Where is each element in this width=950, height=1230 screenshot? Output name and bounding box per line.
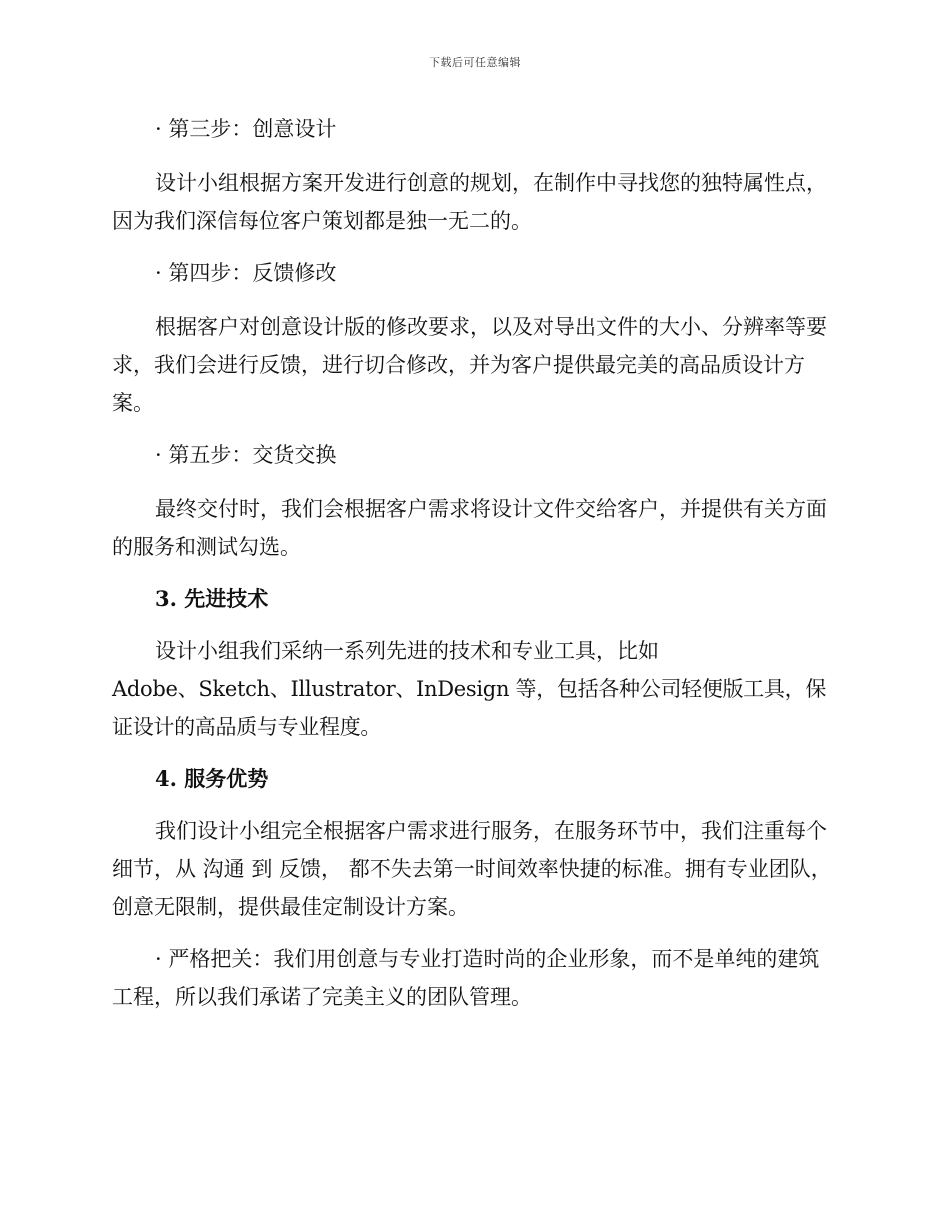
step4-body: 根据客户对创意设计版的修改要求，以及对导出文件的大小、分辨率等要求，我们会进行反馈，进行切合修改，并为客户提供最完美的高品质设计方案。 (112, 315, 827, 415)
step5-title: · 第五步：交货交换 (155, 443, 337, 467)
strict-control-item: · 严格把关：我们用创意与专业打造时尚的企业形象，而不是单纯的建筑工程，所以我们承诺了完美主义的团队管理。 (112, 947, 820, 1009)
step4-title: · 第四步：反馈修改 (155, 261, 337, 285)
section4-body: 我们设计小组完全根据客户需求进行服务，在服务环节中，我们注重每个细节，从 沟通 到 反馈， 都不失去第一时间效率快捷的标准。拥有专业团队，创意无限制，提供最佳定制设计方案。 (112, 819, 832, 919)
section4-heading: 4. 服务优势 (155, 766, 269, 791)
step3-title: · 第三步：创意设计 (155, 117, 337, 141)
page-header: 下载后可任意编辑 (429, 56, 521, 69)
section3-body-rest: Adobe、Sketch、Illustrator、InDesign 等，包括各种公司轻便版工具，保证设计的高品质与专业程度。 (112, 677, 827, 739)
document-body (112, 110, 832, 1030)
section3-heading: 3. 先进技术 (155, 586, 269, 611)
section3-body-line1: 设计小组我们采纳一系列先进的技术和专业工具，比如 (155, 639, 659, 663)
step5-body: 最终交付时，我们会根据客户需求将设计文件交给客户，并提供有关方面的服务和测试勾选。 (112, 497, 827, 559)
step3-body: 设计小组根据方案开发进行创意的规划，在制作中寻找您的独特属性点，因为我们深信每位客户策划都是独一无二的。 (112, 171, 827, 233)
section3-body (112, 632, 832, 746)
